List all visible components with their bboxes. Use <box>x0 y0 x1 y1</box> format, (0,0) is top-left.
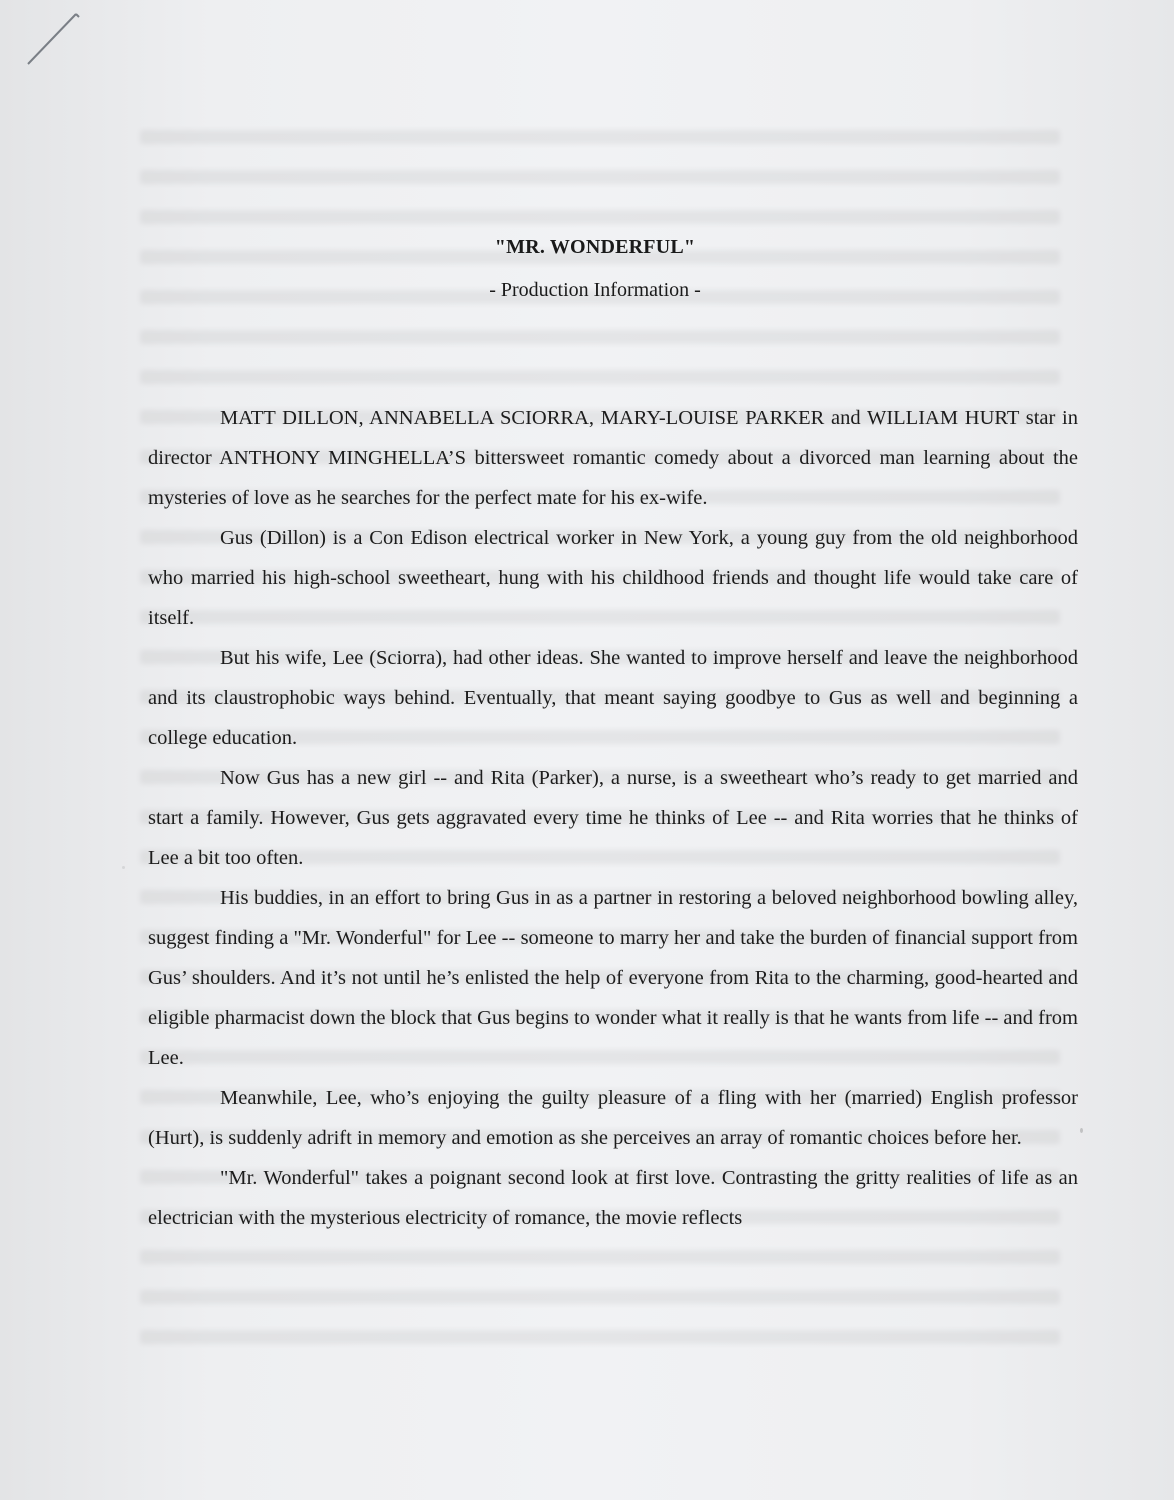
staple-mark <box>22 8 82 68</box>
paragraph: His buddies, in an effort to bring Gus in as a partner in restoring a beloved neighborhood bowling alley, suggest finding a "Mr. Wonderful" for Lee -- someone to marry her and take the burden of financial support from Gus’ shoulders. And it’s not until he’s enlisted the help of everyone from Rita to the charming, good-hearted and eligible pharmacist down the block that Gus begins to wonder what it really is that he wants from life -- and from Lee. <box>148 887 1078 1069</box>
document-title: "MR. WONDERFUL" <box>494 236 696 258</box>
body-text <box>148 398 1078 1238</box>
smudge-mark <box>1080 1128 1083 1133</box>
paragraph: "Mr. Wonderful" takes a poignant second look at first love. Contrasting the gritty realities of life as an electrician with the mysterious electricity of romance, the movie reflects <box>148 1167 1078 1229</box>
document-subtitle: - Production Information - <box>489 279 701 301</box>
paragraph: But his wife, Lee (Sciorra), had other ideas. She wanted to improve herself and leave the neighborhood and its claustrophobic ways behind. Eventually, that meant saying goodbye to Gus as well and beginning a college education. <box>148 647 1078 749</box>
smudge-mark <box>122 866 125 869</box>
paragraph: Meanwhile, Lee, who’s enjoying the guilty pleasure of a fling with her (married) English professor (Hurt), is suddenly adrift in memory and emotion as she perceives an array of romantic choices before her. <box>148 1087 1078 1149</box>
paragraph: Gus (Dillon) is a Con Edison electrical worker in New York, a young guy from the old neighborhood who married his high-school sweetheart, hung with his childhood friends and thought life would take care of itself. <box>148 527 1078 629</box>
paragraph: MATT DILLON, ANNABELLA SCIORRA, MARY-LOUISE PARKER and WILLIAM HURT star in director ANTHONY MINGHELLA’S bittersweet romantic comedy about a divorced man learning about the mysteries of love as he searches for the perfect mate for his ex-wife. <box>148 407 1078 509</box>
paragraph: Now Gus has a new girl -- and Rita (Parker), a nurse, is a sweetheart who’s ready to get married and start a family. However, Gus gets aggravated every time he thinks of Lee -- and Rita worries that he thinks of Lee a bit too often. <box>148 767 1078 869</box>
